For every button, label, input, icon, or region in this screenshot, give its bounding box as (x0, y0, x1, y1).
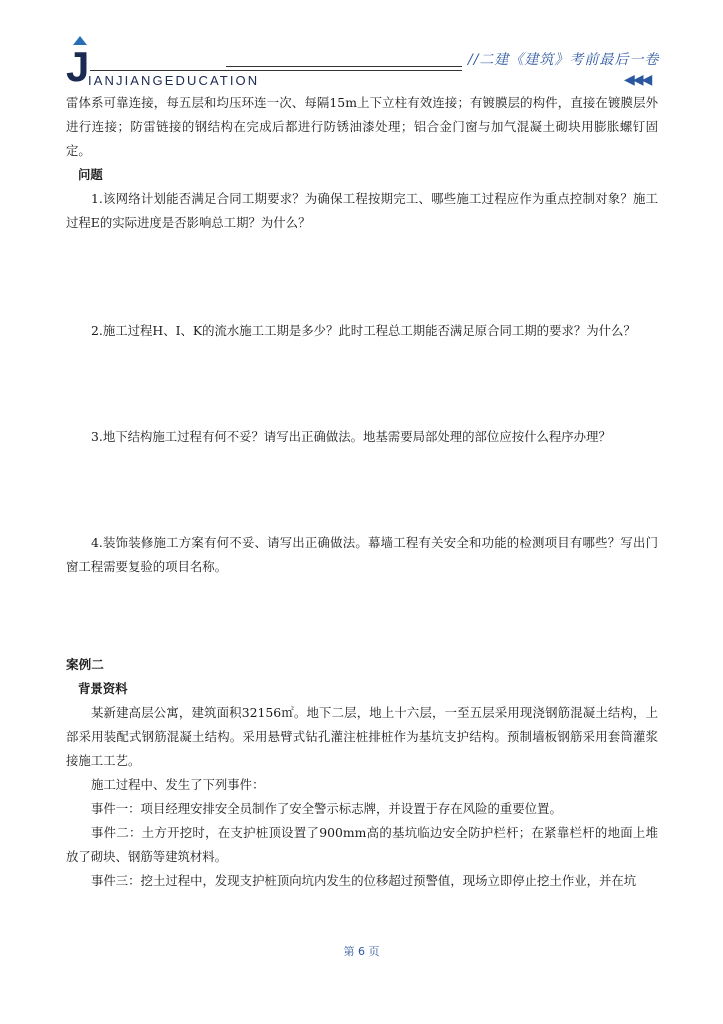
header-rule-upper (226, 66, 462, 67)
case-title: 案例二 (66, 657, 104, 672)
page-number: 第 6 页 (343, 945, 380, 958)
background-heading: 背景资料 (78, 681, 128, 696)
header-title: //二建《建筑》考前最后一卷 (468, 52, 660, 68)
event-2: 事件二：土方开挖时，在支护桩顶设置了900mm高的基坑临边安全防护栏杆；在紧靠栏杆的地面上堆放了砌块、钢筋等建筑材料。 (66, 825, 658, 864)
answer-space (66, 235, 658, 319)
answer-space (66, 579, 658, 653)
paragraph-continuation: 雷体系可靠连接，每五层和均压环连一次、每隔15m上下立柱有效连接；有镀膜层的构件，直接在镀膜层外进行连接；防雷链接的钢结构在完成后都进行防锈油漆处理；铝合金门窗与加气混凝土砌块用膨胀螺钉固定。 (66, 95, 658, 158)
question-3: 3.地下结构施工过程有何不妥？请写出正确做法。地基需要局部处理的部位应按什么程序办理？ (91, 429, 611, 444)
question-2: 2.施工过程H、I、K的流水施工工期是多少？此时工程总工期能否满足原合同工期的要求？为什么？ (91, 323, 636, 338)
question-4: 4.装饰装修施工方案有何不妥、请写出正确做法。幕墙工程有关安全和功能的检测项目有哪些？写出门窗工程需要复验的项目名称。 (66, 535, 658, 574)
question-1: 1.该网络计划能否满足合同工期要求？为确保工程按期完工、哪些施工过程应作为重点控制对象？施工过程E的实际进度是否影响总工期？为什么？ (66, 191, 658, 230)
logo-letter: J (66, 43, 90, 90)
header-rule (90, 70, 462, 71)
events-intro: 施工过程中、发生了下列事件： (91, 777, 265, 792)
event-3: 事件三：挖土过程中，发现支护桩顶向坑内发生的位移超过预警值，现场立即停止挖土作业，并在坑 (91, 873, 637, 888)
questions-heading: 问题 (78, 167, 103, 182)
triple-left-arrow-icon: ◀◀◀ (624, 72, 651, 88)
answer-space (66, 449, 658, 531)
logo-text: IANJIANGEDUCATION (88, 73, 260, 88)
answer-space (66, 343, 658, 425)
event-1: 事件一：项目经理安排安全员制作了安全警示标志牌，并设置于存在风险的重要位置。 (91, 801, 562, 816)
background-paragraph: 某新建高层公寓，建筑面积32156㎡。地下二层，地上十六层，一至五层采用现浇钢筋混凝土结构，上部采用装配式钢筋混凝土结构。采用悬臂式钻孔灌注桩排桩作为基坑支护结构。预制墙板钢筋采用套筒灌浆接施工工艺。 (66, 705, 658, 768)
page-header (0, 0, 723, 92)
document-body (66, 91, 658, 893)
